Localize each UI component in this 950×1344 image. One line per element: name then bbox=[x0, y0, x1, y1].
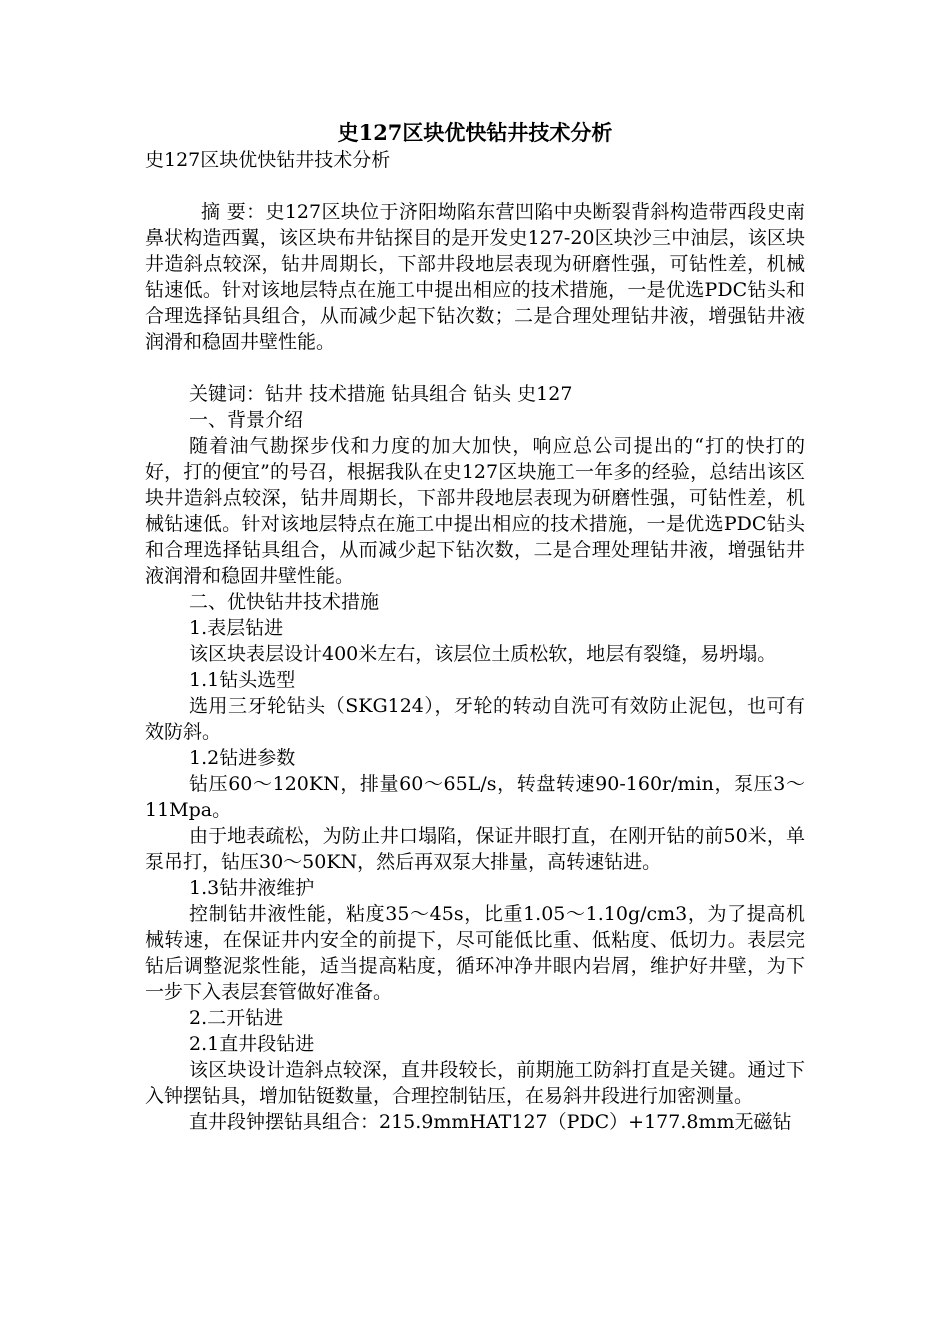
pendulum-assembly-paragraph: 直井段钟摆钻具组合：215.9mmHAT127（PDC）+177.8mm无磁钻 bbox=[189, 1111, 792, 1133]
abstract-paragraph: 摘 要：史127区块位于济阳坳陷东营凹陷中央断裂背斜构造带西段史南鼻状构造西翼，该区块布井钻探目的是开发史127-20区块沙三中油层，该区块井造斜点较深，钻井周期长，下部井段地层表现为研磨性强，可钻性差，机械钻速低。针对该地层特点在施工中提出相应的技术措施，一是优选PDC钻头和合理选择钻具组合，从而减少起下钻次数；二是合理处理钻井液，增强钻井液润滑和稳固井壁性能。 bbox=[145, 201, 805, 353]
subsection-heading-mud-maintenance: 1.3钻井液维护 bbox=[189, 877, 315, 899]
document-subtitle: 史127区块优快钻井技术分析 bbox=[145, 149, 391, 171]
background-paragraph: 随着油气勘探步伐和力度的加大加快，响应总公司提出的“打的快打的好，打的便宜”的号召，根据我队在史127区块施工一年多的经验，总结出该区块井造斜点较深，钻井周期长，下部井段地层表现为研磨性强，可钻性差，机械钻速低。针对该地层特点在施工中提出相应的技术措施，一是优选PDC钻头和合理选择钻具组合，从而减少起下钻次数，二是合理处理钻井液，增强钻井液润滑和稳固井壁性能。 bbox=[145, 435, 805, 587]
section-heading-background: 一、背景介绍 bbox=[189, 409, 304, 431]
keywords-line: 关键词：钻井 技术措施 钻具组合 钻头 史127 bbox=[189, 383, 573, 405]
document-body bbox=[145, 147, 805, 1135]
subsection-heading-surface-drilling: 1.表层钻进 bbox=[189, 617, 284, 639]
bit-selection-paragraph: 选用三牙轮钻头（SKG124），牙轮的转动自洗可有效防止泥包，也可有效防斜。 bbox=[145, 695, 805, 743]
drilling-parameters-paragraph-2: 由于地表疏松，为防止井口塌陷，保证井眼打直，在刚开钻的前50米，单泵吊打，钻压30～50KN，然后再双泵大排量，高转速钻进。 bbox=[145, 825, 805, 873]
mud-maintenance-paragraph: 控制钻井液性能，粘度35～45s，比重1.05～1.10g/cm3，为了提高机械转速，在保证井内安全的前提下，尽可能低比重、低粘度、低切力。表层完钻后调整泥浆性能，适当提高粘度，循环冲净井眼内岩屑，维护好井壁，为下一步下入表层套管做好准备。 bbox=[145, 903, 805, 1003]
surface-drilling-paragraph: 该区块表层设计400米左右，该层位土质松软，地层有裂缝，易坍塌。 bbox=[189, 643, 777, 665]
subsection-heading-bit-selection: 1.1钻头选型 bbox=[189, 669, 296, 691]
subsection-heading-drilling-parameters: 1.2钻进参数 bbox=[189, 747, 296, 769]
subsection-heading-vertical-section: 2.1直井段钻进 bbox=[189, 1033, 315, 1055]
section-heading-measures: 二、优快钻井技术措施 bbox=[189, 591, 380, 613]
spacer bbox=[145, 355, 805, 381]
vertical-section-paragraph: 该区块设计造斜点较深，直井段较长，前期施工防斜打直是关键。通过下入钟摆钻具，增加钻铤数量，合理控制钻压，在易斜井段进行加密测量。 bbox=[145, 1059, 805, 1107]
subsection-heading-second-spud: 2.二开钻进 bbox=[189, 1007, 284, 1029]
document-title: 史127区块优快钻井技术分析 bbox=[337, 120, 613, 145]
spacer bbox=[145, 173, 805, 199]
drilling-parameters-paragraph: 钻压60～120KN，排量60～65L/s，转盘转速90-160r/min，泵压3～11Mpa。 bbox=[145, 773, 805, 821]
